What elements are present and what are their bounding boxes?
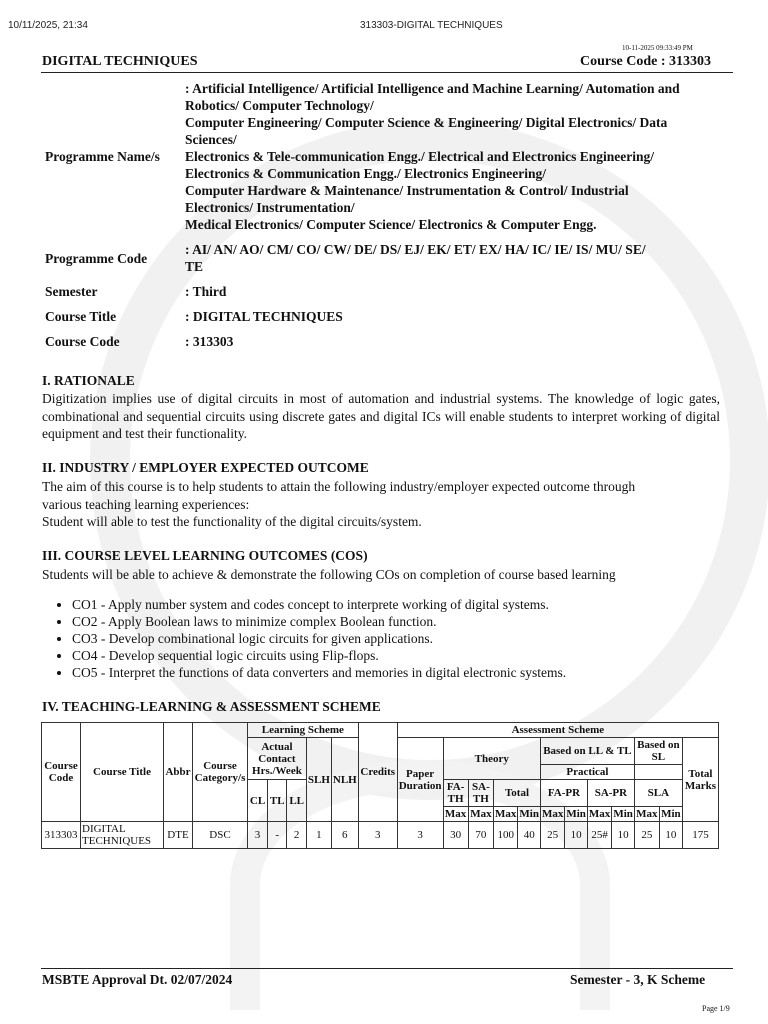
cell-sa-th-max: 70 [468,822,493,849]
th-max: Max [444,808,467,820]
cos-intro: Students will be able to achieve & demonstrate the following COs on completion of course based learning [42,567,616,582]
list-item: • CO5 - Interpret the functions of data converters and memories in digital electronic systems. [72,664,732,681]
cell-abbr: DTE [164,822,193,849]
th-min: Min [661,808,681,820]
course-title-value: : DIGITAL TECHNIQUES [185,309,343,324]
cell-total-marks: 175 [682,822,718,849]
semester-row [41,277,721,302]
list-item: • CO4 - Develop sequential logic circuits using Flip-flops. [72,647,732,664]
programme-code-row [41,235,721,277]
programme-names-line: Sciences/ [185,132,237,147]
print-datetime: 10/11/2025, 21:34 [8,20,88,31]
th-slh: SLH [306,738,331,822]
cell-total-min: 40 [518,822,541,849]
th-based-sl: Based on SL [634,738,682,765]
programme-names-line: Electronics & Communication Engg./ Electronics Engineering/ [185,166,546,181]
programme-code-line: : AI/ AN/ AO/ CM/ CO/ CW/ DE/ DS/ EJ/ EK/ ET/ EX/ HA/ IC/ IE/ IS/ MU/ SE/ [185,242,646,257]
th-total: Total [494,780,541,807]
th-min: Min [613,808,633,820]
cell-sla-min: 10 [659,822,682,849]
cell-total-max: 100 [494,822,518,849]
th-category: Course Category/s [193,723,248,822]
cos-list [42,596,732,681]
course-code-row [41,327,721,352]
cell-ll: 2 [287,822,306,849]
print-title: 313303-DIGITAL TECHNIQUES [360,20,503,31]
th-tl: TL [268,780,287,822]
cell-sa-pr-min: 10 [612,822,635,849]
footer-rule [41,968,733,969]
industry-text [42,478,720,531]
programme-names-line: Computer Hardware & Maintenance/ Instrumentation & Control/ Industrial [185,183,629,198]
industry-line: various teaching learning experiences: [42,496,250,512]
scheme-heading: IV. TEACHING-LEARNING & ASSESSMENT SCHEME [42,699,381,714]
th-sla-blank [634,765,682,780]
cos-heading: III. COURSE LEVEL LEARNING OUTCOMES (COS) [42,548,368,563]
cell-title: DIGITAL TECHNIQUES [81,822,164,849]
generated-timestamp: 10-11-2025 09:33:49 PM [622,44,693,52]
th-actual-contact: Actual Contact Hrs./Week [248,738,307,780]
th-abbr: Abbr [164,723,193,822]
programme-code-value [181,235,721,277]
th-nlh: NLH [331,738,358,822]
th-ll: LL [287,780,306,822]
footer-semester: Semester - 3, K Scheme [570,972,706,987]
cell-code: 313303 [42,822,81,849]
cell-fa-th-max: 30 [443,822,468,849]
footer-approval: MSBTE Approval Dt. 02/07/2024 [42,972,233,987]
th-assessment-scheme: Assessment Scheme [397,723,718,738]
programme-names-label: Programme Name/s [45,149,160,164]
semester-label: Semester [45,284,98,299]
th-min: Min [519,808,539,820]
rationale-text: Digitization implies use of digital circuits in most of automation and industrial systems. The knowledge of logic gates, combinational and sequential circuits using discrete gates and digital ICs will enable students to interpret working of digital equipment and test their functionality. [42,391,720,441]
rationale-heading: I. RATIONALE [42,373,135,388]
industry-line: Student will able to test the functionality of the digital circuits/system. [42,514,422,529]
programme-names-line: Computer Engineering/ Computer Science & Engineering/ Digital Electronics/ Data [185,115,668,130]
th-practical: Practical [540,765,634,780]
header-course-name: DIGITAL TECHNIQUES [42,54,198,69]
th-fa-th: FA-TH [443,780,468,807]
course-code-label: Course Code [45,334,120,349]
th-credits: Credits [358,723,397,822]
programme-names-value [181,78,721,235]
th-max: Max [588,808,611,820]
course-title-row [41,302,721,327]
header-rule [41,72,733,73]
semester-value: : Third [185,284,227,299]
th-course-title: Course Title [81,723,164,822]
header-course-code: Course Code : 313303 [580,54,712,69]
list-item: • CO1 - Apply number system and codes concept to interprete working of digital systems. [72,596,732,613]
cell-sla-max: 25 [634,822,659,849]
th-theory: Theory [443,738,540,780]
course-meta-table [41,78,721,352]
th-min: Min [566,808,586,820]
programme-names-line: Robotics/ Computer Technology/ [185,98,374,113]
programme-code-label: Programme Code [45,250,148,266]
programme-names-line: Electronics & Tele-communication Engg./ Electrical and Electronics Engineering/ [185,149,654,164]
scheme-table [41,722,719,849]
programme-names-line: Medical Electronics/ Computer Science/ Electronics & Computer Engg. [185,217,597,232]
cell-paper: 3 [397,822,443,849]
programme-names-line: : Artificial Intelligence/ Artificial Intelligence and Machine Learning/ Automation and [185,81,680,96]
page-number: Page 1/9 [702,1004,730,1013]
th-course-code: Course Code [42,723,81,822]
cell-category: DSC [193,822,248,849]
cell-credits: 3 [358,822,397,849]
list-item: • CO2 - Apply Boolean laws to minimize complex Boolean function. [72,613,732,630]
industry-line: The aim of this course is to help students to attain the following industry/employer expected outcome through [42,479,636,494]
th-cl: CL [248,780,268,822]
th-max: Max [470,808,492,820]
course-title-label: Course Title [45,309,117,324]
cell-fa-pr-min: 10 [565,822,588,849]
th-total-marks: Total Marks [682,738,718,822]
programme-names-line: Electronics/ Instrumentation/ [185,200,355,215]
th-max: Max [541,808,564,820]
cell-cl: 3 [248,822,268,849]
industry-heading: II. INDUSTRY / EMPLOYER EXPECTED OUTCOME [42,460,369,475]
th-sla: SLA [634,780,682,807]
th-max: Max [636,808,658,820]
th-learning-scheme: Learning Scheme [248,723,359,738]
table-row [42,822,719,849]
programme-code-line: TE [185,259,204,274]
course-code-value: : 313303 [185,334,234,349]
list-item: • CO3 - Develop combinational logic circuits for given applications. [72,630,732,647]
th-based-ll-tl: Based on LL & TL [540,738,634,765]
th-sa-pr: SA-PR [587,780,634,807]
th-sa-th: SA-TH [468,780,493,807]
programme-names-row [41,78,721,235]
cell-nlh: 6 [331,822,358,849]
cell-tl: - [268,822,287,849]
th-max: Max [495,808,517,820]
cell-slh: 1 [306,822,331,849]
th-paper-duration: Paper Duration [397,738,443,822]
cell-fa-pr-max: 25 [540,822,564,849]
th-fa-pr: FA-PR [540,780,587,807]
cell-sa-pr-max: 25# [587,822,611,849]
